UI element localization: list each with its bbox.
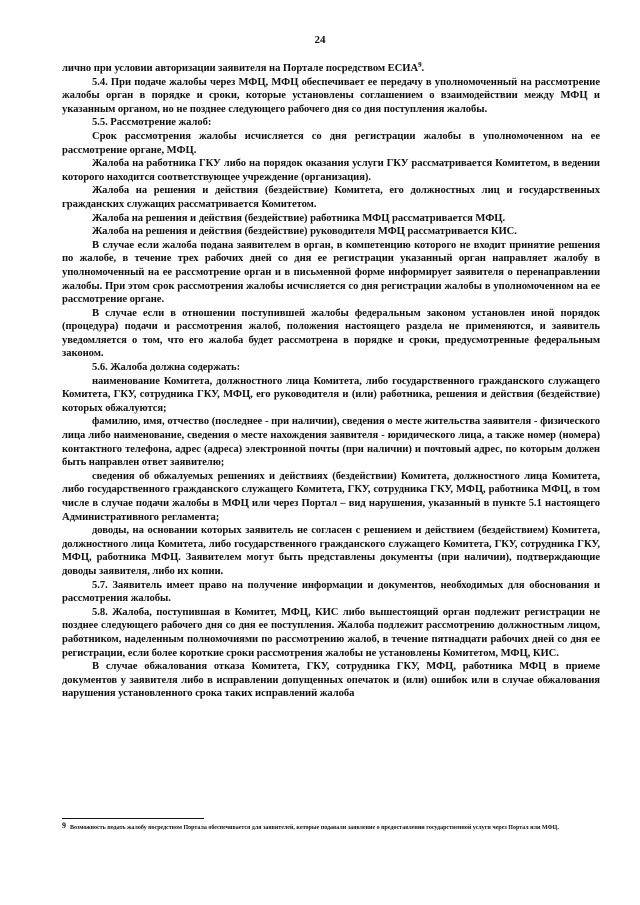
paragraph-text: сведения об обжалуемых решениях и действиях (бездействии) Комитета, должностного лица Комитета, либо государственного гражданского служащего Комитета, ГКУ, сотрудника ГКУ, МФЦ, работника МФЦ, в том числе в случае подачи жалобы в МФЦ или через Портал – вид нарушения, указанный в пункте 5.1 настоящего Административного регламента; <box>62 470 600 523</box>
paragraph-text: Жалоба на работника ГКУ либо на порядок оказания услуги ГКУ рассматривается Комитетом, в ведении которого находится соответствующее учреждение (организация). <box>62 158 600 183</box>
paragraph-text: В случае если жалоба подана заявителем в орган, в компетенцию которого не входит принятие решения по жалобе, в течение трех рабочих дней со дня ее регистрации указанный орган направляет жалобу в уполномоченный на ее рассмотрение орган и в письменной форме информирует заявителя о перенаправлении жалобы. При этом срок рассмотрения жалобы исчисляется со дня регистрации жалобы в уполномоченном на ее рассмотрение органе. <box>62 239 600 306</box>
paragraph <box>62 239 600 307</box>
paragraph-text: 5.4. При подаче жалобы через МФЦ, МФЦ обеспечивает ее передачу в уполномоченный на рассмотрение жалобы орган в порядке и сроки, которые установлены соглашением о взаимодействии между МФЦ и указанным органом, но не позднее следующего рабочего дня со дня поступления жалобы. <box>62 76 600 115</box>
paragraph <box>62 62 600 76</box>
footnote-reference: 9 <box>418 61 422 69</box>
paragraph <box>62 157 600 184</box>
paragraph <box>62 660 600 701</box>
paragraph-text: лично при условии авторизации заявителя на Портале посредством ЕСИА <box>62 63 419 74</box>
paragraph-text: 5.6. Жалоба должна содержать: <box>92 362 241 374</box>
paragraph <box>62 606 600 660</box>
footnote-text: Возможность подать жалобу посредством Портала обеспечивается для заявителей, которые подавали заявление о предоставлении государственной услуги через Портал или МФЦ. <box>70 825 559 831</box>
paragraph-text: 5.8. Жалоба, поступившая в Комитет, МФЦ, КИС либо вышестоящий орган подлежит регистрации не позднее следующего рабочего дня со дня ее поступления. Жалоба подлежит рассмотрению должностным лицом, работником, наделенным полномочиями по рассмотрению жалоб, в течение пятнадцати рабочих дней со дня ее регистрации, если более короткие сроки рассмотрения жалобы не установлены Комитетом, МФЦ, КИС. <box>62 606 600 659</box>
paragraph-text: Срок рассмотрения жалобы исчисляется со дня регистрации жалобы в уполномоченном на ее рассмотрение органе, МФЦ. <box>62 130 600 156</box>
paragraph-text: 5.7. Заявитель имеет право на получение информации и документов, необходимых для обоснования и рассмотрения жалобы. <box>62 579 600 605</box>
paragraph <box>62 415 600 469</box>
paragraph <box>62 184 600 211</box>
paragraph-text: В случае обжалования отказа Комитета, ГКУ, сотрудника ГКУ, МФЦ, работника МФЦ в приеме документов у заявителя либо в исправлении допущенных опечаток и (или) ошибок или в случае обжалования нарушения установленного срока таких исправлений жалоба <box>62 661 600 700</box>
footnote-mark: 9 <box>62 821 66 830</box>
paragraph-text: В случае если в отношении поступившей жалобы федеральным законом установлен иной порядок (процедура) подачи и рассмотрения жалоб, положения настоящего раздела не применяются, и заявитель уведомляется о том, что его жалоба будет рассмотрена в порядке и сроки, предусмотренные федеральным законом. <box>62 307 600 360</box>
paragraph <box>62 579 600 606</box>
paragraph <box>62 470 600 524</box>
paragraph-text: Жалоба на решения и действия (бездействие) руководителя МФЦ рассматривается КИС. <box>92 226 517 238</box>
paragraph-text: доводы, на основании которых заявитель не согласен с решением и действием (бездействием) Комитета, должностного лица Комитета, либо государственного гражданского служащего Комитета, ГКУ, сотрудника ГКУ, МФЦ, работника МФЦ. Заявителем могут быть представлены документы (при наличии), подтверждающие доводы заявителя, либо их копии. <box>62 525 600 577</box>
paragraph <box>62 225 600 239</box>
paragraph-text: фамилию, имя, отчество (последнее - при наличии), сведения о месте жительства заявителя - физического лица либо наименование, сведения о месте нахождения заявителя - юридического лица, а также номер (номера) контактного телефона, адрес (адреса) электронной почты (при наличии) и почтовый адрес, по которым должен быть направлен ответ заявителю; <box>62 416 600 469</box>
paragraph <box>62 212 600 226</box>
paragraph-text: наименование Комитета, должностного лица Комитета, либо государственного гражданского служащего Комитета, ГКУ, сотрудника ГКУ, МФЦ, его руководителя и (или) работника, решения и действия (бездействие) которых обжалуются; <box>62 375 600 414</box>
paragraph <box>62 116 600 130</box>
paragraph-text: Жалоба на решения и действия (бездействие) работника МФЦ рассматривается МФЦ. <box>92 212 506 224</box>
paragraph <box>62 130 600 157</box>
paragraph-text: Жалоба на решения и действия (бездействие) Комитета, его должностных лиц и государственных гражданских служащих рассматривается Комитетом. <box>62 185 600 210</box>
paragraph <box>62 76 600 117</box>
page-number: 24 <box>314 34 326 46</box>
footnote-divider <box>62 818 204 819</box>
paragraph-text: 5.5. Рассмотрение жалоб: <box>92 117 212 129</box>
paragraph-trailing-punctuation: . <box>421 63 425 74</box>
paragraph <box>62 524 600 578</box>
paragraph <box>62 307 600 361</box>
paragraph <box>62 361 600 375</box>
footnote <box>62 821 602 833</box>
document-body <box>62 62 600 701</box>
paragraph <box>62 375 600 416</box>
